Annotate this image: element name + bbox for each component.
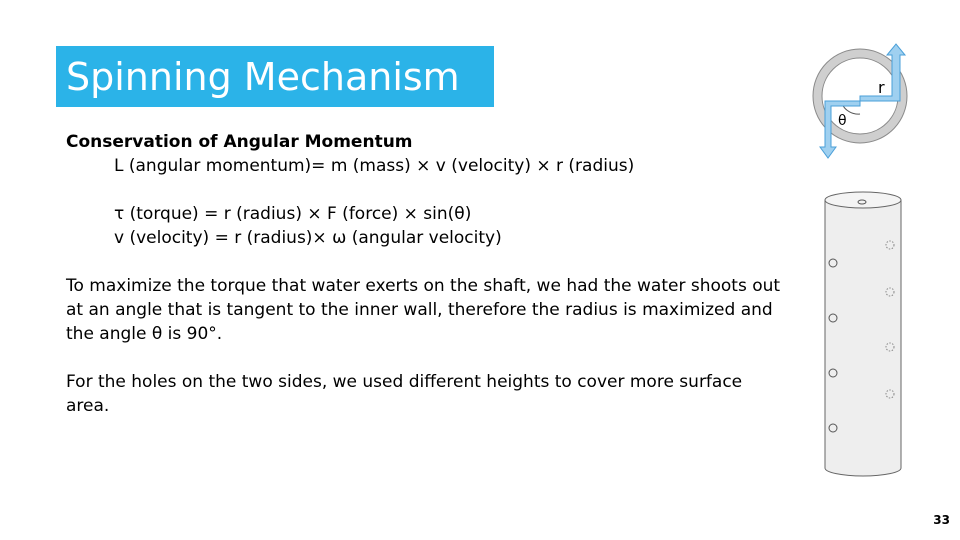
- paragraph-holes: For the holes on the two sides, we used different heights to cover more surface area.: [66, 372, 743, 416]
- formula-velocity: v (velocity) = r (radius)× ω (angular velocity): [114, 228, 502, 248]
- paragraph-torque: To maximize the torque that water exerts on the shaft, we had the water shoots out at an angle that is tangent to the inner wall, therefore the radius is maximized and the angle θ is 90°.: [66, 276, 781, 344]
- cylinder-body: [825, 200, 901, 476]
- slide-body: [66, 130, 786, 418]
- shaft-cylinder: [815, 186, 911, 480]
- section-heading: Conservation of Angular Momentum: [66, 132, 413, 152]
- title-box: [56, 46, 494, 107]
- formula-angular-momentum: L (angular momentum)= m (mass) × v (velocity) × r (radius): [114, 156, 635, 176]
- spacer: [66, 178, 786, 202]
- spacer: [66, 250, 786, 274]
- spacer: [66, 346, 786, 370]
- page-number: 33: [933, 513, 950, 527]
- torque-diagram: [808, 40, 918, 164]
- radius-label: r: [878, 78, 885, 97]
- slide-title: Spinning Mechanism: [66, 55, 460, 99]
- angle-label: θ: [838, 113, 847, 129]
- formula-torque: τ (torque) = r (radius) × F (force) × sin(θ): [114, 204, 472, 224]
